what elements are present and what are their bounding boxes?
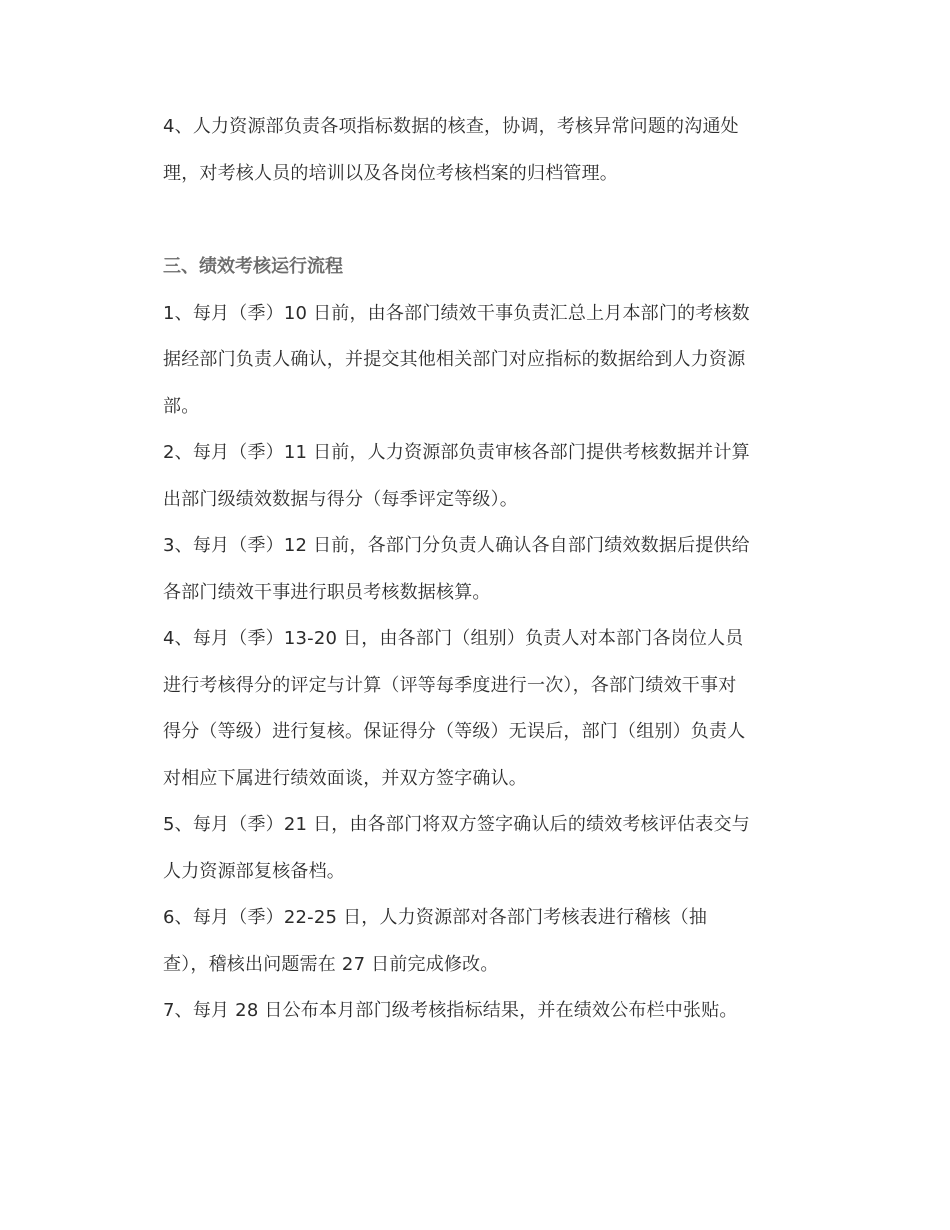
text-line: 7、每月 28 日公布本月部门级考核指标结果，并在绩效公布栏中张贴。 [163, 1000, 738, 1021]
section-heading: 三、绩效考核运行流程 [163, 256, 343, 277]
text-line: 查），稽核出问题需在 27 日前完成修改。 [163, 953, 499, 975]
text-line: 部。 [163, 395, 200, 417]
intro-item-4 [163, 104, 769, 197]
text-line: 6、每月（季）22-25 日，人力资源部对各部门考核表进行稽核（抽 [163, 907, 708, 928]
text-line: 对相应下属进行绩效面谈，并双方签字确认。 [163, 767, 527, 789]
process-item-4 [163, 616, 769, 802]
text-line: 据经部门负责人确认，并提交其他相关部门对应指标的数据给到人力资源 [163, 349, 746, 370]
text-line: 4、每月（季）13-20 日，由各部门（组别）负责人对本部门各岗位人员 [163, 628, 744, 649]
text-line: 4、人力资源部负责各项指标数据的核查，协调，考核异常问题的沟通处 [163, 116, 739, 137]
text-line: 理，对考核人员的培训以及各岗位考核档案的归档管理。 [163, 162, 618, 184]
text-line: 2、每月（季）11 日前，人力资源部负责审核各部门提供考核数据并计算 [163, 442, 750, 463]
document-body [163, 104, 769, 1035]
text-line: 5、每月（季）21 日，由各部门将双方签字确认后的绩效考核评估表交与 [163, 814, 750, 835]
text-line: 出部门级绩效数据与得分（每季评定等级）。 [163, 488, 518, 510]
text-line: 3、每月（季）12 日前，各部门分负责人确认各自部门绩效数据后提供给 [163, 535, 750, 556]
process-item-6 [163, 895, 769, 988]
process-item-1 [163, 291, 769, 431]
text-line: 1、每月（季）10 日前，由各部门绩效干事负责汇总上月本部门的考核数 [163, 302, 750, 324]
text-line: 进行考核得分的评定与计算（评等每季度进行一次），各部门绩效干事对 [163, 674, 737, 696]
text-line: 得分（等级）进行复核。保证得分（等级）无误后，部门（组别）负责人 [163, 721, 746, 742]
text-line: 人力资源部复核备档。 [163, 860, 345, 882]
process-item-3 [163, 523, 769, 616]
process-item-7 [163, 988, 769, 1035]
text-line: 各部门绩效干事进行职员考核数据核算。 [163, 581, 491, 603]
process-item-2 [163, 430, 769, 523]
process-item-5 [163, 802, 769, 895]
